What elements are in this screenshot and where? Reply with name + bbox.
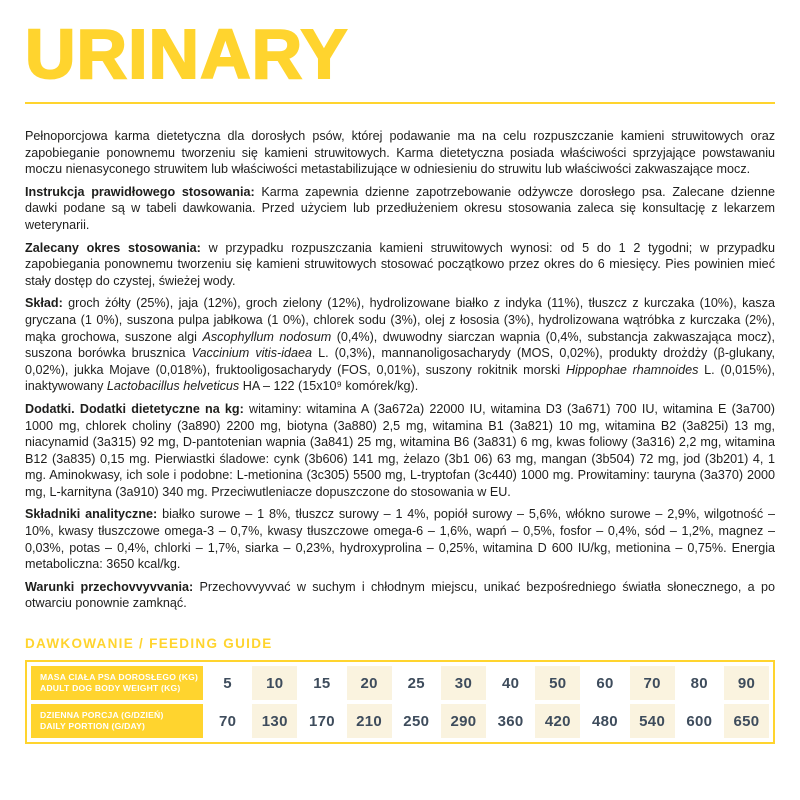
feeding-guide-table — [25, 660, 775, 744]
row-values-daily-portion — [205, 704, 769, 738]
row-label-en: DAILY PORTION (G/DAY) — [40, 721, 146, 732]
value-cell: 210 — [347, 704, 392, 738]
value-cell: 50 — [535, 666, 580, 700]
body-text — [25, 128, 775, 612]
value-cell: 600 — [677, 704, 722, 738]
row-label-body-weight — [31, 666, 203, 700]
paragraph-composition: Skład: groch żółty (25%), jaja (12%), groch zielony (12%), hydrolizowane białko z indyka (11%), tłuszcz z kurczaka (10%), kasza gryczana (1 0%), suszona pulpa jabłkowa (1 0%), chlorek sodu (3%), olej z łososia (3%), hydrolizowana wątróbka z kurczaka (2%), mąka grochowa, suszone algi Ascophyllum nodosum (0,4%), dwuwodny siarczan wapnia (0,4%, substancja zakwaszająca mocz), suszona borówka brusznica Vaccinium vitis-idaea L. (0,3%), mannanoligosacharydy (MOS, 0,02%), produkty drożdży (β-glukany, 0,02%), jukka Mojave (0,018%), fruktooligosacharydy (FOS, 0,01%), suszony rokitnik morski Hippophae rhamnoides L. (0,015%), inaktywowany Lactobacillus helveticus HA – 122 (15x10⁹ komórek/kg). — [25, 296, 776, 394]
value-cell: 420 — [535, 704, 580, 738]
value-cell: 5 — [205, 666, 250, 700]
value-cell: 360 — [488, 704, 533, 738]
paragraph-storage: Warunki przechovvyvvania: Przechovvyvvać w suchym i chłodnym miejscu, unikać bezpośredniego światła słonecznego, a po otwarciu ponownie zamknąć. — [25, 579, 775, 611]
value-cell: 10 — [252, 666, 297, 700]
value-cell: 80 — [677, 666, 722, 700]
title-divider — [25, 102, 775, 104]
value-cell: 15 — [299, 666, 344, 700]
table-row-body-weight — [31, 666, 769, 700]
row-label-daily-portion — [31, 704, 203, 738]
value-cell: 290 — [441, 704, 486, 738]
paragraph-additives: Dodatki. Dodatki dietetyczne na kg: witaminy: witamina A (3a672a) 22000 IU, witamina D3 (3a671) 700 IU, witamina E (3a700) 1000 mg, chlorek choliny (3a890) 2200 mg, biotyna (3a880) 2,5 mg, witamina B1 (3a821) 10 mg, witamina B2 (3a825i) 13 mg, niacynamid (3a315) 92 mg, D-pantotenian wapnia (3a841) 25 mg, witamina B6 (3a831) 6 mg, kwas foliowy (3a316) 2,2 mg, witamina B12 (3a835) 0,15 mg. Pierwiastki śladowe: cynk (3b606) 141 mg, żelazo (3b1 06) 63 mg, mangan (3b504) 72 mg, jod (3b201) 4, 1 mg. Aminokwasy, ich sole i podobne: L-metionina (3c305) 5500 mg, L-tryptofan (3c440) 1000 mg. Prowitaminy: tauryna (3a370) 2000 mg, L-karnityna (3a910) 340 mg. Przeciwutleniacze dopuszczone do stosowania w EU. — [25, 401, 775, 499]
row-label-pl: MASA CIAŁA PSA DOROSŁEGO (KG) — [40, 672, 199, 683]
feeding-guide-heading: DAWKOWANIE / FEEDING GUIDE — [25, 636, 273, 652]
value-cell: 30 — [441, 666, 486, 700]
value-cell: 20 — [347, 666, 392, 700]
value-cell: 60 — [582, 666, 627, 700]
value-cell: 25 — [394, 666, 439, 700]
paragraph-usage-instructions: Instrukcja prawidłowego stosowania: Karma zapewnia dzienne zapotrzebowanie odżywcze dorosłego psa. Zalecane dzienne dawki podane są w tabeli dawkowania. Przed użyciem lub przedłużeniem okresu stosowania zaleca się konsultację z lekarzem weterynarii. — [25, 184, 775, 232]
value-cell: 650 — [724, 704, 769, 738]
value-cell: 540 — [630, 704, 675, 738]
value-cell: 480 — [582, 704, 627, 738]
row-values-body-weight — [205, 666, 769, 700]
page-title: URINARY — [25, 15, 349, 93]
value-cell: 40 — [488, 666, 533, 700]
value-cell: 70 — [630, 666, 675, 700]
value-cell: 130 — [252, 704, 297, 738]
row-label-pl: DZIENNA PORCJA (G/DZIEŃ) — [40, 710, 164, 721]
value-cell: 70 — [205, 704, 250, 738]
value-cell: 250 — [394, 704, 439, 738]
paragraph-description: Pełnoporcjowa karma dietetyczna dla dorosłych psów, której podawanie ma na celu rozpuszczanie kamieni struwitowych oraz zapobieganie ponownemu tworzeniu się kamieni struwitowych. Karma dietetyczna posiada właściwości sprzyjające powstawaniu moczu nienasyconego struwitem lub właściwości metastabilizujące w odniesieniu do struwitu lub właściwości zakwaszające mocz. — [25, 129, 775, 177]
value-cell: 90 — [724, 666, 769, 700]
row-label-en: ADULT DOG BODY WEIGHT (KG) — [40, 683, 181, 694]
paragraph-analytical-constituents: Składniki analityczne: białko surowe – 1 8%, tłuszcz surowy – 1 4%, popiół surowy – 5,6%, włókno surowe – 2,9%, wilgotność – 10%, kwasy tłuszczowe omega-3 – 0,7%, kwasy tłuszczowe omega-6 – 1,6%, wapń – 0,5%, fosfor – 0,4%, sód – 1,2%, magnez – 0,03%, potas – 0,4%, chlorki – 1,7%, siarka – 0,23%, hydroxyprolina – 0,25%, witamina D 600 IU/kg, metionina – 0,75%. Energia metaboliczna: 3650 kcal/kg. — [25, 507, 775, 572]
paragraph-recommended-period: Zalecany okres stosowania: w przypadku rozpuszczania kamieni struwitowych wynosi: od 5 do 1 2 tygodni; w przypadku zapobiegania ponownemu tworzeniu się kamieni struwitowych stosować początkowo przez okres do 6 miesięcy. Pies powinien mieć stały dostęp do czystej, świeżej wody. — [25, 240, 775, 288]
table-row-daily-portion — [31, 704, 769, 738]
value-cell: 170 — [299, 704, 344, 738]
